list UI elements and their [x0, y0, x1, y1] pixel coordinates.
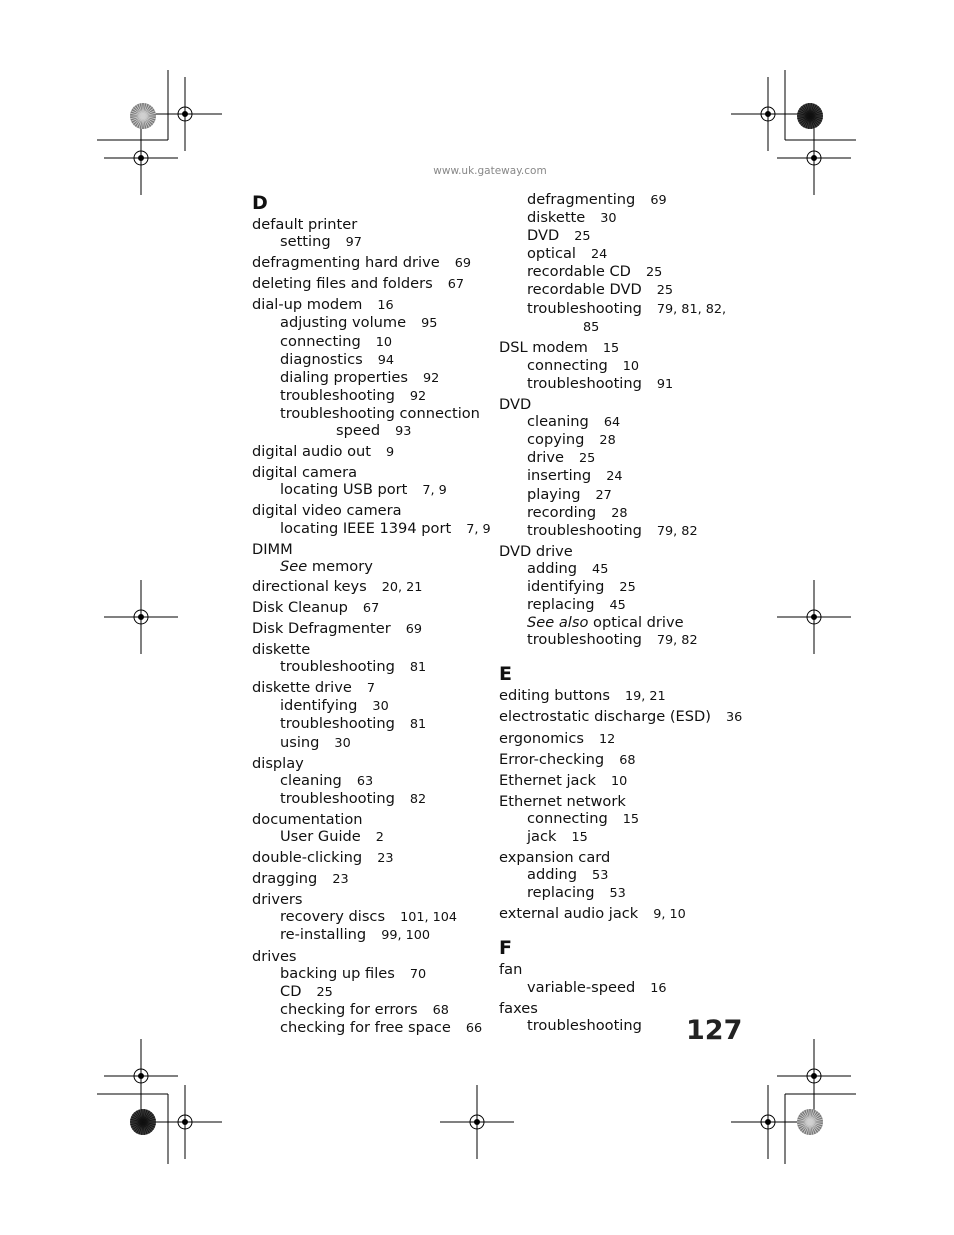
page-ref: 53 [609, 886, 626, 902]
index-subterm [499, 614, 739, 631]
term-text: backing up files [280, 964, 395, 982]
term-text: defragmenting [527, 191, 636, 208]
term-text: setting [280, 233, 331, 251]
index-entry [252, 891, 492, 944]
term-text: adjusting volume [280, 314, 407, 332]
index-subterm [252, 422, 492, 440]
page-ref: 30 [600, 211, 617, 227]
page-ref: 12 [599, 731, 616, 747]
index-entry [252, 755, 492, 808]
index-subterm [252, 790, 492, 808]
index-entry [252, 216, 492, 251]
index-term [252, 296, 492, 314]
page-ref: 79, 82 [656, 523, 698, 539]
term-text: default printer [252, 216, 358, 233]
term-text: dial-up modem [252, 296, 363, 314]
index-term [499, 849, 739, 866]
index-entry [499, 730, 739, 748]
index-term [252, 216, 492, 233]
term-text: drivers [252, 891, 303, 909]
page-number: 127 [686, 1015, 743, 1046]
index-subterm [252, 715, 492, 733]
index-term [499, 730, 739, 748]
index-term [252, 870, 492, 888]
term-text: locating USB port [280, 481, 408, 499]
index-term [499, 687, 739, 705]
index-subterm [252, 314, 492, 332]
term-text: adding [527, 559, 578, 577]
color-bar-rosette [130, 1109, 156, 1135]
page-ref: 45 [609, 598, 626, 614]
term-text: digital audio out [252, 443, 371, 461]
index-term [252, 679, 492, 697]
term-text: connecting [280, 332, 361, 350]
section-letter: F [499, 937, 512, 960]
index-entry [252, 502, 492, 537]
term-text: playing [527, 485, 581, 503]
index-term [252, 541, 492, 558]
registration-mark [104, 580, 178, 654]
registration-mark [104, 1039, 178, 1113]
page-ref: 25 [656, 283, 673, 299]
index-term [252, 502, 492, 519]
page-ref: 16 [650, 980, 667, 996]
term-text: locating IEEE 1394 port [280, 519, 452, 537]
page-ref: 81 [409, 660, 427, 676]
page-ref: 16 [377, 298, 394, 314]
term-text: troubleshooting [280, 789, 395, 807]
page-ref: 69 [650, 193, 667, 208]
index-subterm [252, 1001, 492, 1019]
term-text: inserting [527, 467, 592, 485]
index-subterm [499, 263, 739, 281]
index-term [499, 396, 739, 413]
color-bar-rosette [797, 103, 823, 129]
page-ref: 79, 81, 82, [656, 301, 727, 317]
registration-mark [777, 121, 851, 195]
term-text: memory [311, 557, 373, 575]
page-ref: 10 [375, 334, 393, 350]
page-ref: 7, 9 [422, 483, 447, 499]
index-term [499, 751, 739, 769]
page-ref: 2 [375, 830, 384, 845]
index-subterm [252, 965, 492, 983]
index-term [499, 543, 739, 560]
index-term [252, 849, 492, 867]
term-text: DSL modem [499, 338, 588, 356]
term-text: checking for free space [280, 1018, 451, 1036]
index-entry [252, 254, 492, 272]
index-subterm [252, 233, 492, 251]
index-subterm [252, 772, 492, 790]
page-ref: 23 [332, 872, 349, 888]
index-term [499, 339, 739, 357]
index-entry [499, 772, 739, 790]
term-text: troubleshooting [280, 715, 395, 733]
index-entry [252, 578, 492, 596]
term-text: re-installing [280, 926, 367, 944]
page-ref: 64 [603, 415, 621, 431]
index-term [252, 464, 492, 481]
registration-mark [731, 1085, 805, 1159]
page-ref: 36 [725, 710, 743, 726]
term-text: deleting files and folders [252, 275, 433, 293]
term-text: fan [499, 961, 523, 979]
see-reference: See [280, 557, 308, 575]
page-ref: 30 [372, 699, 389, 715]
term-text: replacing [527, 884, 595, 902]
index-subterm [499, 318, 739, 336]
term-text: diskette [252, 641, 311, 659]
page-ref: 99, 100 [381, 928, 431, 944]
index-entry [499, 191, 739, 336]
index-subterm [499, 413, 739, 431]
registration-mark [148, 1085, 222, 1159]
index-subterm [499, 449, 739, 467]
page-ref: 25 [316, 984, 333, 1000]
term-text: expansion card [499, 849, 611, 867]
page-ref: 79, 82 [656, 633, 698, 649]
page-ref: 95 [421, 316, 438, 332]
term-text: connecting [527, 809, 608, 827]
term-text: documentation [252, 810, 363, 828]
page-ref: 23 [377, 851, 394, 867]
term-text: optical [527, 245, 576, 263]
page-ref: 66 [465, 1020, 483, 1036]
index-term [499, 905, 739, 923]
page-ref: 24 [606, 469, 623, 485]
index-subterm [499, 281, 739, 299]
index-subterm [499, 467, 739, 485]
term-text: troubleshooting [527, 299, 642, 317]
page-ref: 25 [574, 229, 591, 245]
term-text: cleaning [527, 413, 589, 431]
see-reference: See also [527, 614, 589, 632]
term-text: dragging [252, 870, 318, 888]
term-text: directional keys [252, 577, 367, 595]
term-text: electrostatic discharge (ESD) [499, 708, 711, 726]
index-subterm [499, 979, 739, 997]
page-ref: 94 [377, 352, 395, 368]
term-text: display [252, 754, 304, 772]
index-subterm [499, 227, 739, 245]
term-text: Disk Defragmenter [252, 619, 391, 637]
index-subterm [252, 734, 492, 752]
color-bar-rosette [130, 103, 156, 129]
term-text: recovery discs [280, 908, 386, 926]
term-text: diskette drive [252, 679, 352, 697]
page-ref: 15 [622, 811, 640, 827]
page-ref: 97 [345, 235, 362, 251]
term-text: DVD [527, 227, 560, 245]
term-text: adding [527, 866, 578, 884]
index-subterm [252, 926, 492, 944]
index-subterm [499, 375, 739, 393]
page-ref: 81 [409, 717, 427, 733]
index-subterm [252, 405, 492, 422]
index-term [252, 620, 492, 638]
term-text: double-clicking [252, 849, 363, 867]
page-ref: 10 [622, 358, 640, 374]
term-text: troubleshooting [527, 374, 642, 392]
term-text: connecting [527, 356, 608, 374]
index-entry [499, 849, 739, 902]
page-ref: 15 [571, 830, 588, 845]
page-ref: 91 [656, 376, 674, 392]
page-ref: 45 [592, 561, 609, 577]
index-subterm [499, 245, 739, 263]
index-entry [499, 543, 739, 650]
registration-mark [104, 121, 178, 195]
term-text: dialing properties [280, 368, 408, 386]
term-text: optical drive [593, 614, 684, 632]
index-subterm [499, 522, 739, 540]
index-subterm [252, 697, 492, 715]
index-subterm [252, 351, 492, 369]
page-ref: 70 [409, 966, 427, 982]
index-subterm [252, 369, 492, 387]
page-ref: 53 [592, 868, 609, 884]
index-term [252, 811, 492, 828]
index-term [252, 948, 492, 965]
page-ref: 25 [619, 579, 636, 595]
index-subterm [499, 300, 739, 318]
term-text: DIMM [252, 540, 293, 558]
page-ref: 9, 10 [653, 907, 686, 923]
term-text: editing buttons [499, 687, 610, 705]
index-entry [252, 811, 492, 846]
page-ref: 92 [409, 388, 427, 404]
term-text: identifying [527, 577, 605, 595]
page-ref: 28 [599, 433, 616, 449]
term-text: CD [280, 982, 302, 1000]
index-entry [252, 620, 492, 638]
index-subterm [499, 578, 739, 596]
index-subterm [252, 481, 492, 499]
index-subterm [252, 333, 492, 351]
page-ref: 92 [423, 370, 440, 386]
index-subterm [499, 631, 739, 649]
term-text: identifying [280, 697, 358, 715]
term-text: recordable CD [527, 263, 631, 281]
index-term [499, 708, 743, 726]
index-entry [499, 708, 743, 726]
index-column-right [499, 191, 743, 1037]
term-text: diskette [527, 209, 586, 227]
index-subterm [499, 191, 739, 209]
page-ref: 10 [610, 773, 628, 789]
page-ref: 25 [645, 265, 663, 281]
page-ref: 67 [362, 600, 380, 616]
term-text: digital camera [252, 464, 358, 482]
index-entry [252, 541, 492, 575]
page-ref: 28 [611, 505, 628, 521]
index-subterm [252, 1019, 492, 1037]
term-text: drive [527, 449, 564, 467]
index-entry [252, 296, 492, 440]
term-text: jack [527, 828, 557, 845]
index-subterm [499, 357, 739, 375]
section-letter: E [499, 663, 512, 686]
section-letter: D [252, 192, 268, 214]
index-subterm [252, 520, 492, 538]
index-entry [499, 793, 739, 846]
index-subterm [252, 908, 492, 926]
page-ref: 20, 21 [381, 579, 423, 595]
index-entry [252, 870, 492, 888]
index-subterm [499, 486, 739, 504]
color-bar-rosette [797, 1109, 823, 1135]
index-entry [252, 849, 492, 867]
term-text: replacing [527, 596, 595, 614]
page-ref: 69 [454, 256, 472, 272]
page-ref: 27 [595, 487, 612, 503]
term-text: variable-speed [527, 978, 636, 996]
index-subterm [252, 828, 492, 846]
index-entry [252, 599, 492, 617]
term-text: DVD [499, 396, 532, 414]
index-subterm [499, 431, 739, 449]
index-entry [499, 961, 739, 996]
term-text: using [280, 733, 320, 751]
page-ref: 67 [447, 277, 465, 293]
page-ref: 82 [409, 791, 427, 807]
page-ref: 24 [591, 247, 608, 263]
page-ref: 25 [578, 451, 596, 467]
term-text: diagnostics [280, 350, 363, 368]
index-subterm [499, 560, 739, 578]
index-term [252, 599, 492, 617]
index-entry [252, 443, 492, 461]
index-subterm [499, 828, 739, 846]
index-subterm [252, 387, 492, 405]
term-text: Disk Cleanup [252, 598, 348, 616]
term-text: recording [527, 503, 597, 521]
page-ref: 30 [334, 735, 351, 751]
index-term [499, 793, 739, 810]
term-text: ergonomics [499, 729, 584, 747]
index-term [252, 254, 492, 272]
index-entry [252, 275, 492, 293]
index-term [499, 772, 739, 790]
page-ref: 63 [356, 773, 374, 789]
term-text: cleaning [280, 771, 342, 789]
term-text: recordable DVD [527, 281, 642, 299]
index-subterm [499, 810, 739, 828]
index-subterm [252, 558, 492, 575]
term-text: defragmenting hard drive [252, 254, 440, 272]
index-subterm [499, 596, 739, 614]
term-text: Error-checking [499, 750, 605, 768]
index-entry [499, 339, 739, 393]
term-text: digital video camera [252, 502, 402, 520]
index-entry [252, 464, 492, 499]
term-text: troubleshooting connection [280, 404, 480, 422]
page-ref: 85 [583, 319, 600, 335]
term-text: User Guide [280, 828, 361, 845]
page-ref: 15 [602, 340, 620, 356]
index-entry [499, 905, 739, 923]
term-text: troubleshooting [527, 521, 642, 539]
index-entry [252, 948, 492, 1037]
index-subterm [499, 884, 739, 902]
term-text: troubleshooting [280, 386, 395, 404]
index-term [252, 578, 492, 596]
index-term [252, 443, 492, 461]
term-text: checking for errors [280, 1000, 418, 1018]
index-term [499, 961, 739, 978]
page-ref: 19, 21 [624, 689, 666, 705]
term-text: faxes [499, 999, 538, 1017]
index-entry [499, 687, 739, 705]
index-column-left [252, 190, 492, 1040]
index-subterm [252, 983, 492, 1001]
page-ref: 68 [432, 1002, 449, 1018]
term-text: troubleshooting [527, 1016, 642, 1034]
index-subterm [252, 658, 492, 676]
term-text: DVD drive [499, 542, 573, 560]
term-text: troubleshooting [527, 631, 642, 649]
index-entry [499, 396, 739, 540]
index-entry [252, 679, 492, 751]
index-term [252, 641, 492, 658]
index-subterm [499, 209, 739, 227]
index-term [252, 275, 492, 293]
page-ref: 101, 104 [400, 910, 458, 926]
term-text: troubleshooting [280, 658, 395, 676]
registration-mark [440, 1085, 514, 1159]
term-text: Ethernet network [499, 792, 626, 810]
index-subterm [499, 504, 739, 522]
term-text: speed [336, 422, 381, 440]
term-text: drives [252, 947, 297, 965]
term-text: copying [527, 431, 585, 449]
registration-mark [777, 1039, 851, 1113]
index-entry [252, 641, 492, 676]
term-text: Ethernet jack [499, 771, 596, 789]
page-ref: 9 [385, 445, 395, 461]
registration-mark [777, 580, 851, 654]
page-ref: 68 [619, 752, 636, 768]
term-text: external audio jack [499, 905, 639, 923]
index-subterm [499, 866, 739, 884]
page-ref: 93 [395, 424, 412, 440]
index-entry [499, 751, 739, 769]
header-url: www.uk.gateway.com [433, 165, 547, 177]
page-ref: 69 [405, 621, 422, 637]
page-ref: 7 [366, 681, 375, 697]
index-term [252, 755, 492, 772]
index-term [252, 891, 492, 908]
page-ref: 7, 9 [466, 521, 491, 537]
